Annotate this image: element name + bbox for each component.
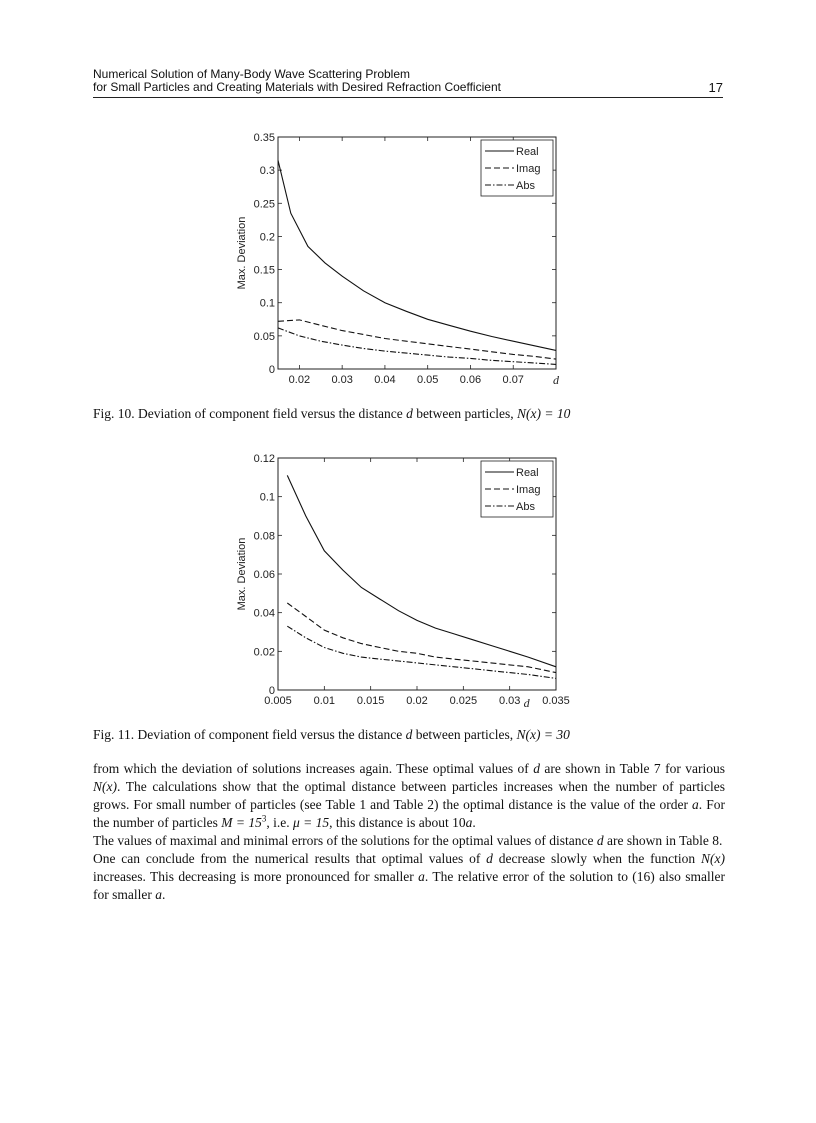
x-tick-label: 0.035 <box>542 695 570 707</box>
x-tick-label: 0.01 <box>313 695 336 707</box>
paragraph-2: The values of maximal and minimal errors of the solutions for the optimal values of distance d are shown in Table 8. <box>93 833 723 848</box>
y-tick-label: 0.04 <box>253 607 275 620</box>
figure-11-caption: Fig. 11. Deviation of component field versus the distance d between particles, N(x) = 30 <box>93 727 570 742</box>
page-number: 17 <box>708 80 723 95</box>
legend-label-real: Real <box>516 467 539 479</box>
y-tick-label: 0.05 <box>253 330 275 343</box>
y-tick-label: 0.12 <box>253 453 275 465</box>
x-tick-label: 0.07 <box>502 374 524 386</box>
y-axis-label: Max. Deviation <box>236 216 248 290</box>
x-tick-label: 0.025 <box>449 695 478 707</box>
x-axis-label: d <box>523 696 530 710</box>
y-tick-label: 0.1 <box>259 491 275 504</box>
header-title-line2: for Small Particles and Creating Materials with Desired Refraction Coefficient <box>93 80 501 94</box>
x-tick-label: 0.015 <box>356 695 385 707</box>
y-axis-label: Max. Deviation <box>236 537 248 611</box>
y-tick-label: 0.25 <box>253 198 275 211</box>
x-tick-label: 0.02 <box>288 374 311 386</box>
body-text <box>93 760 725 904</box>
x-tick-label: 0.05 <box>416 374 439 386</box>
x-tick-label: 0.06 <box>459 374 482 386</box>
paragraph-3: One can conclude from the numerical results that optimal values of d decrease slowly when the function N(x) increases. This decreasing is more pronounced for smaller a. The relative error of the solution to (16) also smaller for smaller a. <box>93 851 725 902</box>
paragraph-1: from which the deviation of solutions increases again. These optimal values of d are shown in Table 7 for various N(x). The calculations show that the optimal distance between particles increases when the number of particles grows. For small number of particles (see Table 1 and Table 2) the optimal distance is the value of the order a. For the number of particles $M = 15^3$, i.e. μ = 15, this distance is about 10a. <box>93 761 725 830</box>
y-tick-label: 0.3 <box>259 165 275 178</box>
legend-label-imag: Imag <box>516 163 541 175</box>
x-tick-label: 0.04 <box>374 374 396 386</box>
legend-label-real: Real <box>516 146 539 158</box>
x-tick-label: 0.02 <box>406 695 428 707</box>
y-tick-label: 0.15 <box>253 264 275 277</box>
legend-label-abs: Abs <box>516 180 535 192</box>
y-tick-label: 0.06 <box>253 569 275 581</box>
y-tick-label: 0.08 <box>253 530 275 543</box>
y-tick-label: 0.1 <box>259 297 275 310</box>
x-tick-label: 0.03 <box>331 374 353 386</box>
x-tick-label: 0.005 <box>264 695 292 707</box>
figure-10-caption: Fig. 10. Deviation of component field versus the distance d between particles, N(x) = 10 <box>93 406 571 421</box>
y-tick-label: 0.2 <box>259 231 275 244</box>
series-line-abs <box>287 626 556 678</box>
x-axis-label: d <box>553 373 559 387</box>
y-tick-label: 0 <box>268 364 275 376</box>
legend-label-abs: Abs <box>516 501 535 513</box>
series-line-imag <box>287 603 556 673</box>
y-tick-label: 0 <box>268 685 275 697</box>
y-tick-label: 0.35 <box>253 132 275 144</box>
header-title-line1: Numerical Solution of Many-Body Wave Scattering Problem <box>93 67 411 81</box>
y-tick-label: 0.02 <box>253 646 275 659</box>
x-tick-label: 0.03 <box>498 695 521 707</box>
legend-label-imag: Imag <box>516 484 541 496</box>
